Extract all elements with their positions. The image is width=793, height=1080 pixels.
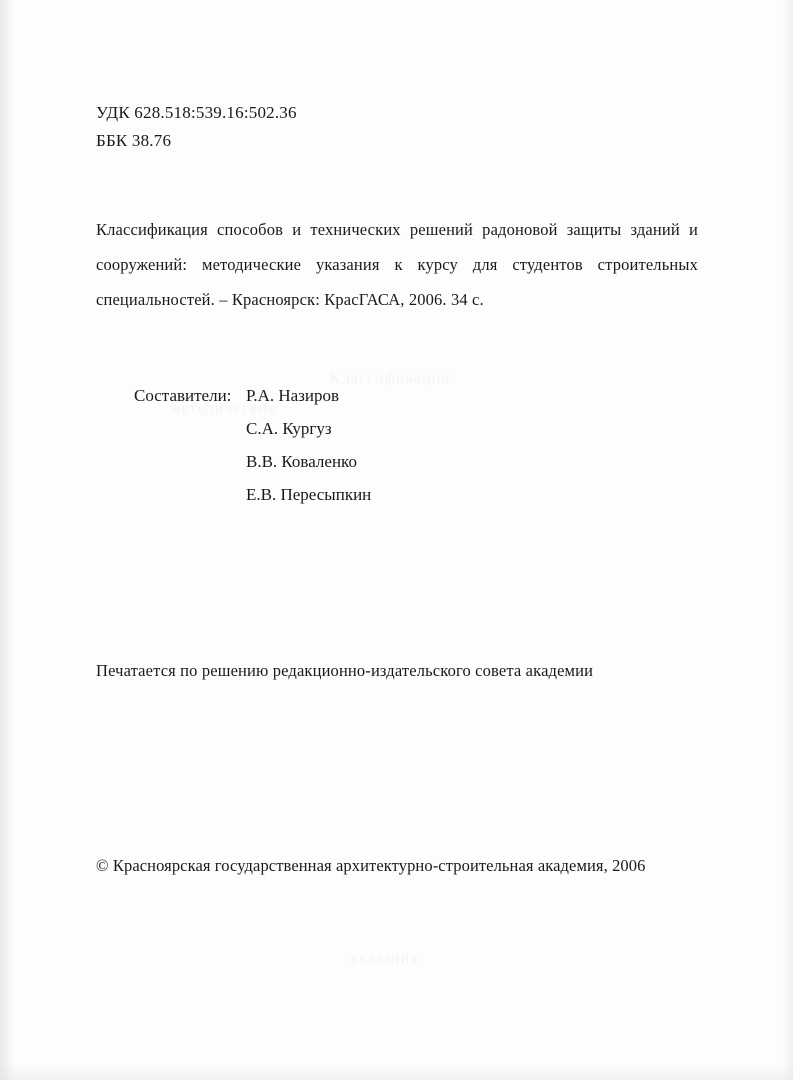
copyright-line: © Красноярская государственная архитектурно-строительная академия, 2006 [96,856,646,875]
compilers-label: Составители: [134,386,232,405]
compilers-label-spacer [134,478,246,511]
compilers-block [134,379,706,511]
bbk-code: ББК 38.76 [96,131,172,150]
compiler-name: Р.А. Назиров [246,386,340,405]
show-through-mark-3 [350,950,419,968]
title-description: Классификация способов и технических решений радоновой защиты зданий и сооружений: методические указания к курсу для студентов строительных специальностей. – Красноярск: КрасГАСА, 2006. 34 с. [96,220,698,309]
compiler-name: В.В. Коваленко [246,452,357,471]
classification-codes [96,99,706,155]
page-content [96,0,706,876]
compilers-row [134,412,706,445]
compilers-label-spacer [134,412,246,445]
publication-notice: Печатается по решению редакционно-издательского совета академии [96,661,594,680]
compiler-name: Е.В. Пересыпкин [246,485,372,504]
compiler-name: С.А. Кургуз [246,419,332,438]
compilers-row [134,445,706,478]
scan-edge-shadow-bottom [0,1064,793,1080]
scan-edge-shadow-right [783,0,793,1080]
udk-code: УДК 628.518:539.16:502.36 [96,103,297,122]
scan-edge-shadow-left [0,0,14,1080]
compilers-label-spacer [134,445,246,478]
compilers-row [134,379,706,412]
compilers-row [134,478,706,511]
